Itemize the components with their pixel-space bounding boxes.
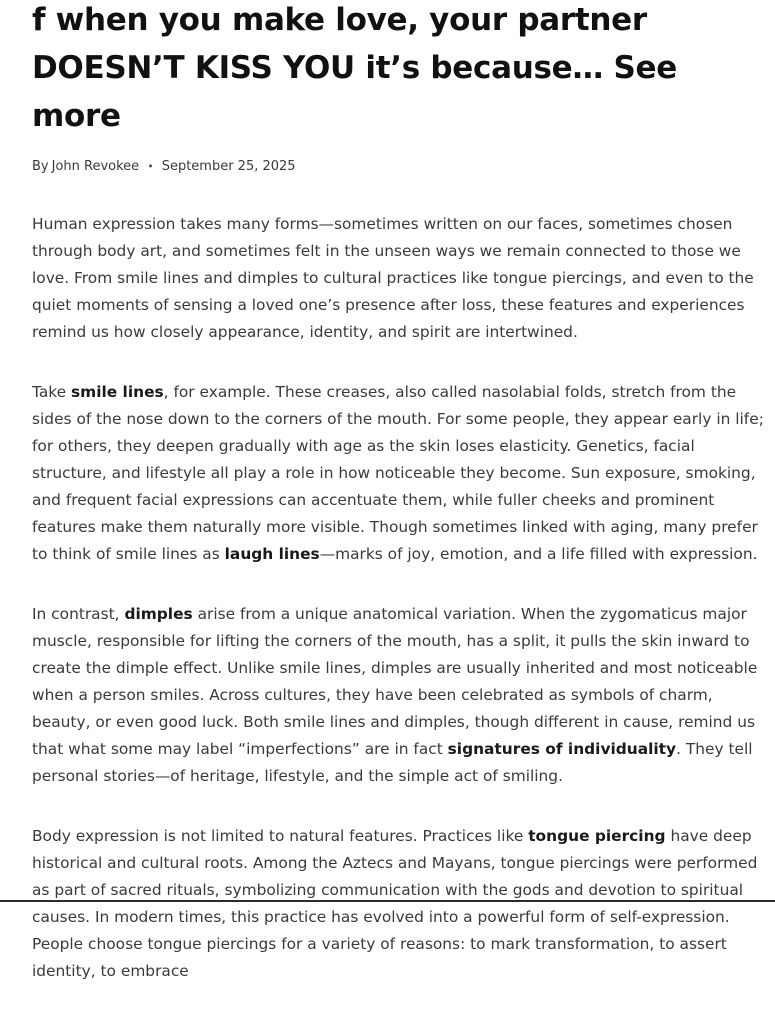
byline [32, 157, 767, 175]
paragraph-dimples [32, 601, 767, 790]
article-body [32, 211, 767, 985]
byline-separator: • [147, 159, 154, 173]
paragraph-text: Take [32, 383, 72, 401]
paragraph-tongue-piercing [32, 823, 767, 985]
paragraph-text: arise from a unique anatomical variation. When the zygomaticus major muscle, responsible for lifting the corners of the mouth, has a split, it pulls the skin inward to create the dimple effect. Unlike smile lines, dimples are usually inherited and most noticeable when a person smiles. Across cultures, they have been celebrated as symbols of charm, beauty, or even good luck. Both smile lines and dimples, though different in cause, remind us that what some may label “imperfections” are in fact [32, 605, 758, 758]
paragraph-text: Body expression is not limited to natural features. Practices like [32, 827, 529, 845]
byline-by-label: By [32, 158, 49, 174]
paragraph-text: have deep historical and cultural roots. Among the Aztecs and Mayans, tongue piercings were performed as part of sacred rituals, symbolizing communication with the gods and devotion to spiritual causes. In modern times, this practice has evolved into a powerful form of self-expression. People choose tongue piercings for a variety of reasons: to mark transformation, to assert identity, to embrace [32, 827, 758, 980]
paragraph-text: Human expression takes many forms—sometimes written on our faces, sometimes chosen through body art, and sometimes felt in the unseen ways we remain connected to those we love. From smile lines and dimples to cultural practices like tongue piercings, and even to the quiet moments of sensing a loved one’s presence after loss, these features and experiences remind us how closely appearance, identity, and spirit are intertwined. [32, 215, 754, 341]
bold-term: signatures of individuality [447, 740, 677, 758]
paragraph-text: , for example. These creases, also called nasolabial folds, stretch from the sides of the nose down to the corners of the mouth. For some people, they appear early in life; for others, they deepen gradually with age as the skin loses elasticity. Genetics, facial structure, and lifestyle all play a role in how noticeable they become. Sun exposure, smoking, and frequent facial expressions can accentuate them, while fuller cheeks and prominent features make them naturally more visible. Though sometimes linked with aging, many prefer to think of smile lines as [32, 383, 764, 563]
paragraph-intro [32, 211, 767, 346]
bold-term: dimples [124, 605, 193, 623]
paragraph-text: In contrast, [32, 605, 125, 623]
paragraph-text: —marks of joy, emotion, and a life filled with expression. [319, 545, 758, 563]
article [32, 0, 767, 1018]
bold-term: laugh lines [224, 545, 320, 563]
paragraph-text: . They tell personal stories—of heritage, lifestyle, and the simple act of smiling. [32, 740, 753, 785]
publish-date: September 25, 2025 [161, 158, 296, 174]
article-title: f when you make love, your partner DOESN’T KISS YOU it’s because… See more [32, 2, 678, 134]
bold-term: tongue piercing [528, 827, 666, 845]
bold-term: smile lines [71, 383, 164, 401]
paragraph-smile-lines [32, 379, 767, 568]
author-link[interactable]: John Revokee [51, 158, 140, 174]
